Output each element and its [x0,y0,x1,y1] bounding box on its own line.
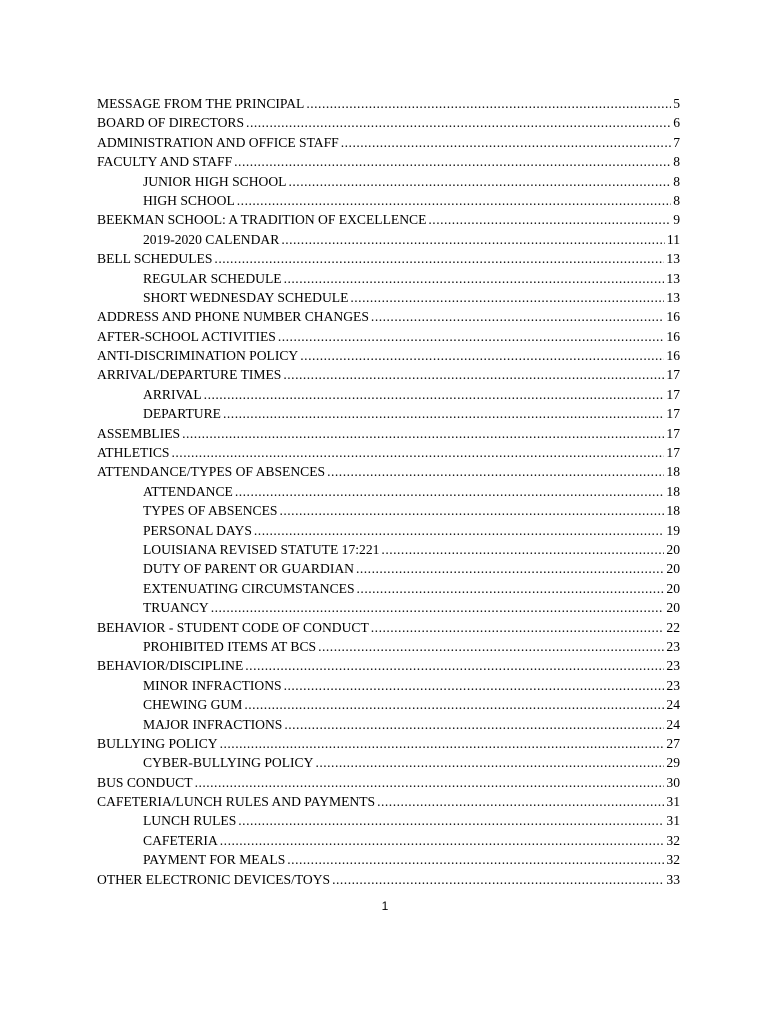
toc-entry-title: BEEKMAN SCHOOL: A TRADITION OF EXCELLENCE [97,212,427,228]
toc-entry-title: CHEWING GUM [143,697,243,713]
toc-entry[interactable] [97,792,680,811]
toc-entry-title: DUTY OF PARENT OR GUARDIAN [143,561,354,577]
toc-entry[interactable] [97,462,680,481]
toc-entry-title: ADMINISTRATION AND OFFICE STAFF [97,134,339,150]
toc-entry[interactable] [97,773,680,792]
toc-entry-page-number: 8 [673,192,680,208]
toc-entry-page-number: 29 [666,755,680,771]
toc-entry-title: 2019-2020 CALENDAR [143,231,280,247]
toc-entry[interactable] [97,831,680,850]
toc-entry-page-number: 9 [673,212,680,228]
toc-entry-page-number: 32 [666,852,680,868]
toc-dot-leader [284,676,665,695]
page-number: 1 [381,899,389,913]
toc-entry-title: ATTENDANCE [143,483,233,499]
toc-entry-title: CAFETERIA [143,832,218,848]
toc-entry-title: REGULAR SCHEDULE [143,270,282,286]
toc-entry[interactable] [97,269,680,288]
toc-entry[interactable] [97,307,680,326]
toc-entry-title: MESSAGE FROM THE PRINCIPAL [97,96,305,111]
toc-dot-leader [300,346,664,365]
toc-dot-leader [244,695,664,714]
toc-entry-page-number: 22 [666,619,680,635]
toc-dot-leader [195,773,665,792]
toc-entry-page-number: 8 [673,154,680,170]
toc-entry-page-number: 19 [666,522,680,538]
toc-entry-title: JUNIOR HIGH SCHOOL [143,173,287,189]
toc-entry-page-number: 24 [666,697,680,713]
toc-entry-title: CAFETERIA/LUNCH RULES AND PAYMENTS [97,794,376,810]
toc-dot-leader [278,327,665,346]
toc-entry-title: BEHAVIOR - STUDENT CODE OF CONDUCT [97,619,369,635]
toc-dot-leader [182,424,664,443]
toc-entry-title: ATHLETICS [97,445,170,461]
toc-dot-leader [289,172,672,191]
toc-entry[interactable] [97,870,680,889]
toc-entry-title: BEHAVIOR/DISCIPLINE [97,658,244,674]
toc-entry[interactable] [97,133,680,152]
toc-entry-title: FACULTY AND STAFF [97,154,233,170]
toc-entry[interactable] [97,715,680,734]
toc-dot-leader [371,307,664,326]
toc-entry-title: LOUISIANA REVISED STATUTE 17:221 [143,541,380,557]
toc-entry-page-number: 23 [666,638,680,654]
toc-entry[interactable] [97,249,680,268]
toc-entry-title: PAYMENT FOR MEALS [143,852,286,868]
toc-entry-page-number: 17 [666,386,680,402]
toc-entry-page-number: 32 [666,832,680,848]
toc-entry-page-number: 18 [666,503,680,519]
toc-dot-leader [246,113,671,132]
toc-entry[interactable] [97,172,680,191]
toc-dot-leader [220,831,665,850]
toc-entry-page-number: 16 [666,309,680,325]
toc-entry-page-number: 20 [666,541,680,557]
toc-entry-title: BUS CONDUCT [97,774,193,790]
toc-dot-leader [332,870,664,889]
toc-entry[interactable] [97,579,680,598]
toc-entry[interactable] [97,501,680,520]
toc-dot-leader [204,385,665,404]
toc-dot-leader [341,133,671,152]
toc-entry-title: BELL SCHEDULES [97,251,213,267]
toc-entry[interactable] [97,734,680,753]
toc-entry[interactable] [97,850,680,869]
toc-entry[interactable] [97,327,680,346]
toc-entry-page-number: 23 [666,658,680,674]
toc-entry-page-number: 16 [666,328,680,344]
toc-entry-page-number: 33 [666,871,680,887]
toc-entry-page-number: 7 [673,134,680,150]
toc-entry-page-number: 24 [666,716,680,732]
toc-entry[interactable] [97,94,680,113]
toc-entry-page-number: 20 [666,600,680,616]
toc-entry-title: OTHER ELECTRONIC DEVICES/TOYS [97,871,331,887]
toc-entry-page-number: 5 [673,96,680,111]
toc-dot-leader [234,152,671,171]
toc-entry-title: SHORT WEDNESDAY SCHEDULE [143,289,349,305]
toc-entry[interactable] [97,811,680,830]
toc-entry-title: TRUANCY [143,600,209,616]
toc-dot-leader [284,269,665,288]
toc-entry-page-number: 18 [666,483,680,499]
toc-dot-leader [381,540,664,559]
toc-dot-leader [377,792,664,811]
toc-entry-page-number: 30 [666,774,680,790]
toc-entry-page-number: 11 [666,231,680,247]
toc-entry-page-number: 17 [666,406,680,422]
toc-entry-page-number: 31 [666,813,680,829]
toc-entry-title: PERSONAL DAYS [143,522,252,538]
toc-dot-leader [428,210,671,229]
toc-entry-title: ADDRESS AND PHONE NUMBER CHANGES [97,309,369,325]
toc-entry-title: ARRIVAL [143,386,202,402]
toc-dot-leader [220,734,665,753]
toc-entry-page-number: 20 [666,580,680,596]
toc-entry-page-number: 31 [666,794,680,810]
toc-dot-leader [279,501,664,520]
toc-dot-leader [235,482,665,501]
toc-entry-title: ARRIVAL/DEPARTURE TIMES [97,367,282,383]
toc-dot-leader [284,715,664,734]
toc-dot-leader [237,191,671,210]
toc-entry[interactable] [97,424,680,443]
toc-entry-title: PROHIBITED ITEMS AT BCS [143,638,317,654]
toc-dot-leader [172,443,665,462]
toc-entry-page-number: 20 [666,561,680,577]
toc-dot-leader [211,598,665,617]
toc-dot-leader [306,94,671,113]
toc-dot-leader [327,462,664,481]
toc-entry[interactable] [97,521,680,540]
toc-entry-page-number: 17 [666,425,680,441]
toc-entry-page-number: 16 [666,348,680,364]
toc-dot-leader [318,637,664,656]
toc-entry-page-number: 18 [666,464,680,480]
toc-entry[interactable] [97,618,680,637]
toc-entry-page-number: 13 [666,251,680,267]
toc-entry-title: TYPES OF ABSENCES [143,503,278,519]
toc-entry[interactable] [97,598,680,617]
toc-dot-leader [214,249,664,268]
toc-entry[interactable] [97,191,680,210]
toc-entry[interactable] [97,230,680,249]
toc-entry-title: LUNCH RULES [143,813,237,829]
toc-dot-leader [356,559,664,578]
toc-dot-leader [245,656,664,675]
toc-entry-title: DEPARTURE [143,406,221,422]
toc-dot-leader [254,521,665,540]
toc-entry-title: CYBER-BULLYING POLICY [143,755,314,771]
toc-entry[interactable] [97,210,680,229]
toc-entry[interactable] [97,385,680,404]
toc-entry[interactable] [97,540,680,559]
toc-entry[interactable] [97,113,680,132]
toc-entry[interactable] [97,676,680,695]
toc-entry-title: MINOR INFRACTIONS [143,677,282,693]
toc-entry-page-number: 17 [666,445,680,461]
toc-entry-title: ASSEMBLIES [97,425,181,441]
toc-entry-title: ANTI-DISCRIMINATION POLICY [97,348,299,364]
toc-dot-leader [287,850,664,869]
toc-entry-page-number: 8 [673,173,680,189]
toc-entry-title: AFTER-SCHOOL ACTIVITIES [97,328,276,344]
toc-entry-page-number: 23 [666,677,680,693]
toc-dot-leader [357,579,665,598]
toc-dot-leader [315,753,664,772]
toc-entry[interactable] [97,404,680,423]
toc-entry-title: BOARD OF DIRECTORS [97,115,245,131]
toc-entry-title: HIGH SCHOOL [143,192,235,208]
toc-entry-page-number: 27 [666,735,680,751]
toc-entry-title: MAJOR INFRACTIONS [143,716,283,732]
toc-dot-leader [283,365,664,384]
toc-entry-page-number: 17 [666,367,680,383]
toc-entry[interactable] [97,365,680,384]
toc-entry[interactable] [97,288,680,307]
toc-entry[interactable] [97,443,680,462]
toc-entry-title: BULLYING POLICY [97,735,218,751]
toc-dot-leader [223,404,664,423]
toc-entry-title: ATTENDANCE/TYPES OF ABSENCES [97,464,326,480]
table-of-contents [97,94,680,889]
toc-entry[interactable] [97,656,680,675]
toc-dot-leader [281,230,665,249]
toc-dot-leader [371,618,665,637]
toc-entry[interactable] [97,753,680,772]
toc-entry-page-number: 13 [666,289,680,305]
toc-entry[interactable] [97,559,680,578]
toc-dot-leader [350,288,664,307]
toc-entry[interactable] [97,695,680,714]
toc-entry-title: EXTENUATING CIRCUMSTANCES [143,580,355,596]
toc-entry[interactable] [97,152,680,171]
toc-entry-page-number: 13 [666,270,680,286]
toc-entry[interactable] [97,482,680,501]
toc-entry-page-number: 6 [673,115,680,131]
toc-entry[interactable] [97,637,680,656]
toc-dot-leader [238,811,664,830]
toc-entry[interactable] [97,346,680,365]
